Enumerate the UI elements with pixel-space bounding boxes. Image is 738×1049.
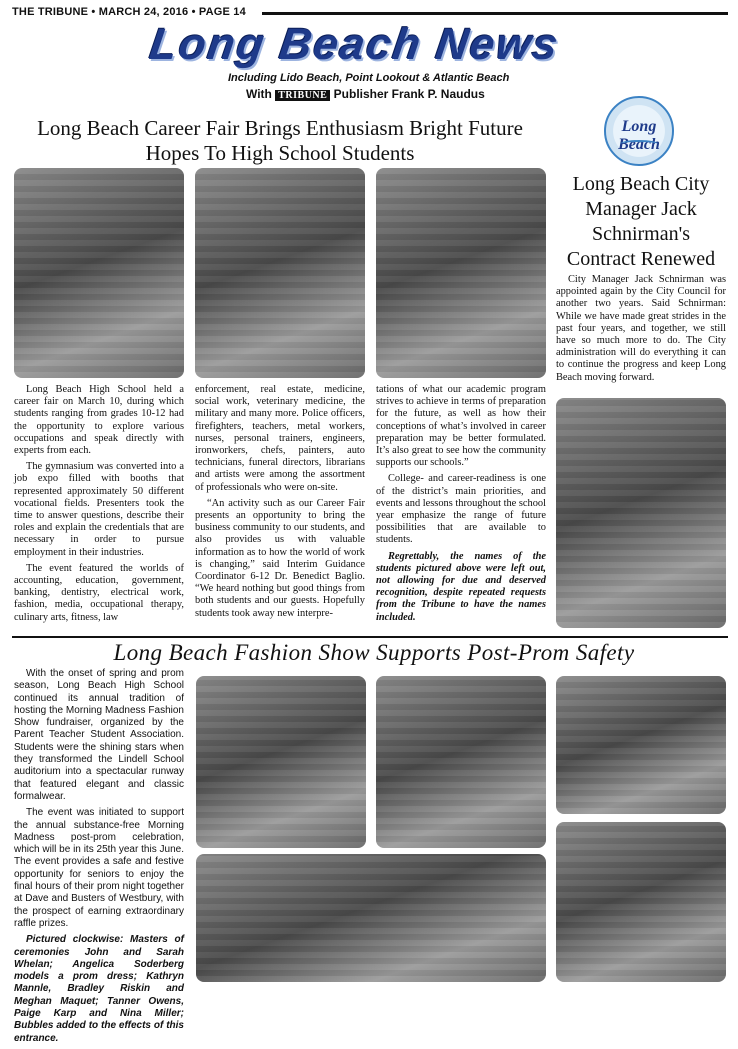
folio-line: THE TRIBUNE • MARCH 24, 2016 • PAGE 14	[12, 6, 246, 18]
publisher-name: Publisher Frank P. Naudus	[333, 87, 485, 101]
folio-rule	[262, 12, 728, 15]
fashion-show-column	[14, 668, 184, 1049]
city-manager-body	[556, 274, 726, 388]
fashion-photo-bubbles	[196, 854, 546, 982]
masthead-subtitle: Including Lido Beach, Point Lookout & Atlantic Beach	[228, 72, 510, 84]
paragraph: Long Beach High School held a career fair on March 10, during which students ranging from grades 10-12 had the opportunity to explore various occupations and speak directly with experts from each.	[14, 384, 184, 457]
paragraph: The event featured the worlds of accounting, education, government, banking, dentistry, electrical work, fashion, media, occupational therapy, culinary arts, fitness, law	[14, 562, 184, 623]
paragraph: College- and career-readiness is one of the district’s main priorities, and events and lessons throughout the school year emphasize the range of future possibilities that are available to students.	[376, 473, 546, 546]
career-fair-column-1	[14, 384, 184, 628]
paragraph: enforcement, real estate, medicine, social work, veterinary medicine, the military and many more. Police officers, firefighters, teachers, metal workers, nurses, personal trainers, engineers, ironworkers, chefs, painters, auto technicians, funeral directors, librarians and artists were among the assortment of professionals who were on-site.	[195, 384, 365, 493]
career-fair-column-3	[376, 384, 546, 628]
logo-text: Long Beach	[618, 118, 660, 153]
city-manager-headline: Long Beach City Manager Jack Schnirman's Contract Renewed	[566, 173, 716, 270]
paragraph: The gymnasium was converted into a job expo filled with booths that represented approximately 50 different vocational fields. Presenters took the time to answer questions, describe their roles and explain the credentials that are necessary in order to pursue employment in their industries.	[14, 461, 184, 558]
section-rule	[12, 636, 728, 638]
fashion-photo-runway	[556, 822, 726, 982]
wave-icon	[620, 140, 658, 148]
career-fair-photo-3	[376, 168, 546, 378]
paragraph: “An activity such as our Career Fair presents an opportunity to bring the business community to our students, and also provides us with valuable information as to how the world of work is changing,” said Interim Guidance Coordinator 6-12 Dr. Benedict Baglio. “We heard nothing but good things from both students and our guests. Hopefully students took away new interpre-	[195, 497, 365, 619]
fashion-photo-trio	[556, 676, 726, 814]
paragraph: tations of what our academic program strives to achieve in terms of preparation for the future, as well as how their conceptions of what’s involved in career preparation may be better formulated. It’s also great to see how the community supports our schools.”	[376, 384, 546, 469]
career-fair-photo-2	[195, 168, 365, 378]
fashion-photo-prom-dress	[376, 676, 546, 848]
career-fair-column-2	[195, 384, 365, 624]
fashion-show-headline: Long Beach Fashion Show Supports Post-Prom Safety	[113, 640, 635, 665]
city-manager-photo	[556, 398, 726, 628]
paragraph: The event was initiated to support the annual substance-free Morning Madness post-prom celebration, which will be in its 25th year this June. The event provides a safe and festive opportunity for seniors to enjoy the final hours of their prom night together at Dave and Busters of Westbury, with the prospect of earning extraordinary raffle prizes.	[14, 807, 184, 929]
city-seal-logo	[604, 96, 674, 166]
editor-note: Regrettably, the names of the students pictured above were left out, not allowing for due and deserved recognition, despite repeated requests from the Tribune to have the names included.	[376, 550, 546, 623]
masthead-title: Long Beach News	[146, 20, 563, 69]
paragraph: With the onset of spring and prom season, Long Beach High School continued its annual tradition of hosting the Morning Madness Fashion Show fundraiser, organized by the Parent Teacher Student Association. Students were the shining stars when they transformed the Lindell School auditorium into a spectacular runway that featured elegant and classic formalwear.	[14, 668, 184, 802]
publisher-prefix: With	[246, 87, 272, 101]
fashion-photo-emcees	[196, 676, 366, 848]
paragraph: City Manager Jack Schnirman was appointed again by the City Council for another two years. Said Schnirman: While we have made great strides in the past four years, and together, we still have so much more to do. The City administration will do everything it can to continue the progress and keep Long Beach moving forward.	[556, 274, 726, 383]
masthead-publisher	[246, 87, 485, 101]
career-fair-photo-1	[14, 168, 184, 378]
photo-caption: Pictured clockwise: Masters of ceremonies John and Sarah Whelan; Angelica Soderberg models a prom dress; Kathryn Mannle, Bradley Riskin and Meghan Maquet; Tanner Owens, Paige Karp and Nina Miller; Bubbles added to the effects of this entrance.	[14, 934, 184, 1044]
tribune-brand: TRIBUNE	[275, 90, 330, 101]
career-fair-headline: Long Beach Career Fair Brings Enthusiasm Bright Future Hopes To High School Students	[37, 116, 523, 165]
